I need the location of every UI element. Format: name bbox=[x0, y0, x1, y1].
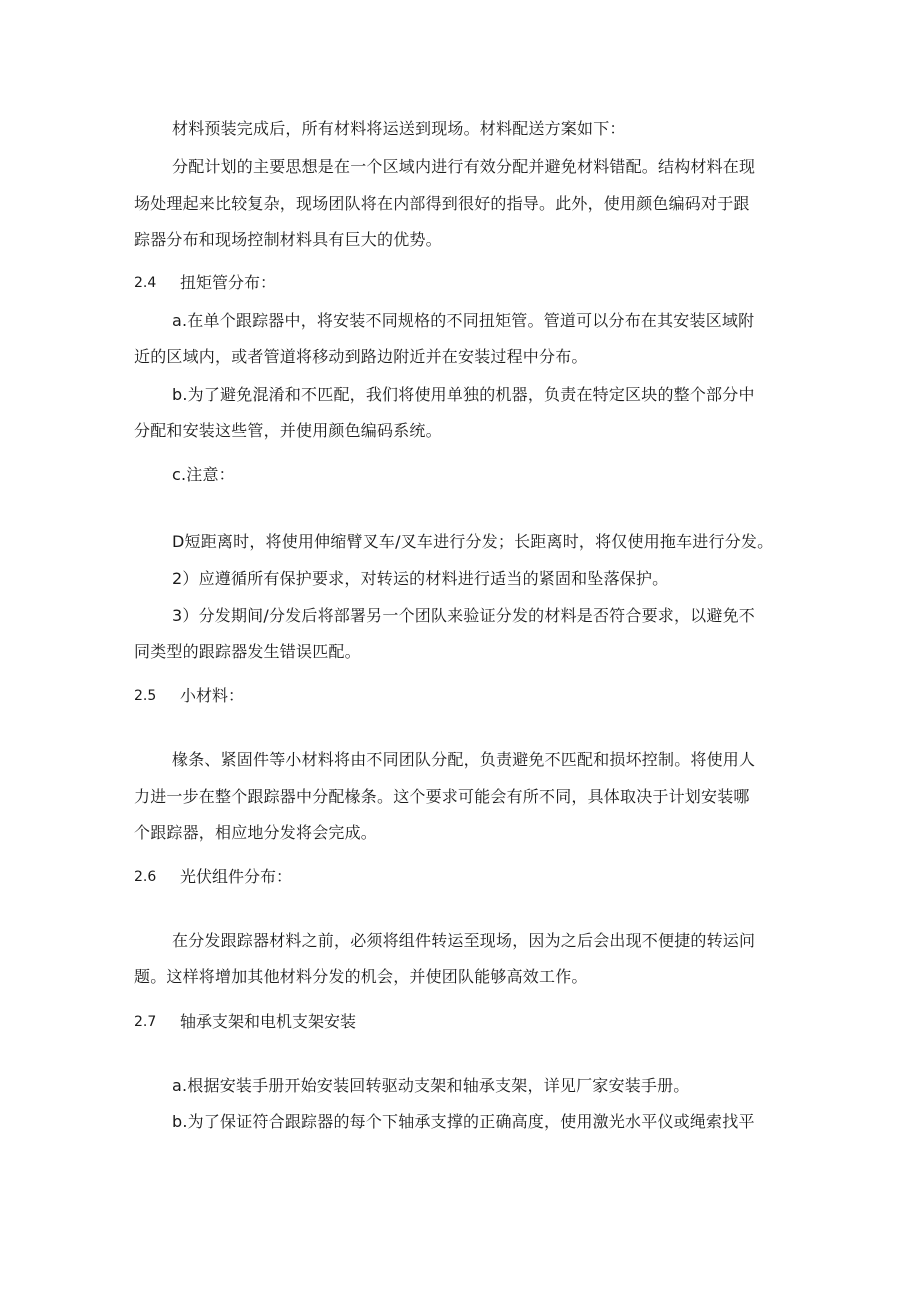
s26-para-line-1: 在分发跟踪器材料之前，必须将组件转运至现场，因为之后会出现不便捷的转运问 bbox=[172, 931, 756, 950]
s24-b-line-2: 分配和安装这些管，并使用颜色编码系统。 bbox=[134, 421, 442, 440]
section-2-7-number: 2.7 bbox=[134, 1014, 157, 1030]
section-2-5-number: 2.5 bbox=[134, 688, 157, 704]
s24-b-line-1: b.为了避免混淆和不匹配，我们将使用单独的机器，负责在特定区块的整个部分中 bbox=[172, 385, 755, 404]
intro-line-2: 分配计划的主要思想是在一个区域内进行有效分配并避免材料错配。结构材料在现 bbox=[172, 157, 756, 176]
s25-para-line-1: 椽条、紧固件等小材料将由不同团队分配，负责避免不匹配和损坏控制。将使用人 bbox=[172, 750, 756, 769]
section-2-7-title: 轴承支架和电机支架安装 bbox=[180, 1012, 357, 1031]
intro-line-1: 材料预装完成后，所有材料将运送到现场。材料配送方案如下： bbox=[172, 119, 626, 138]
section-2-4-title: 扭矩管分布： bbox=[180, 273, 277, 292]
s24-note-1: D短距离时，将使用伸缩臂叉车/叉车进行分发；长距离时，将仅使用拖车进行分发。 bbox=[172, 532, 774, 551]
s27-a-line: a.根据安装手册开始安装回转驱动支架和轴承支架，详见厂家安装手册。 bbox=[172, 1076, 690, 1095]
section-2-6-title: 光伏组件分布： bbox=[180, 867, 293, 886]
s24-a-line-1: a.在单个跟踪器中，将安装不同规格的不同扭矩管。管道可以分布在其安装区域附 bbox=[172, 311, 755, 330]
s24-note-3-line-1: 3）分发期间/分发后将部署另一个团队来验证分发的材料是否符合要求，以避免不 bbox=[172, 606, 755, 625]
s24-a-line-2: 近的区域内，或者管道将移动到路边附近并在安装过程中分布。 bbox=[134, 347, 588, 366]
section-2-4-number: 2.4 bbox=[134, 275, 157, 291]
s26-para-line-2: 题。这样将增加其他材料分发的机会，并使团队能够高效工作。 bbox=[134, 967, 588, 986]
intro-line-4: 踪器分布和现场控制材料具有巨大的优势。 bbox=[134, 230, 442, 249]
section-2-6-number: 2.6 bbox=[134, 869, 157, 885]
s24-note-3-line-2: 同类型的跟踪器发生错误匹配。 bbox=[134, 642, 361, 661]
section-2-5-title: 小材料： bbox=[180, 686, 245, 705]
s25-para-line-3: 个跟踪器，相应地分发将会完成。 bbox=[134, 823, 378, 842]
s25-para-line-2: 力进一步在整个跟踪器中分配椽条。这个要求可能会有所不同，具体取决于计划安装哪 bbox=[134, 787, 750, 806]
intro-line-3: 场处理起来比较复杂，现场团队将在内部得到很好的指导。此外，使用颜色编码对于跟 bbox=[134, 194, 750, 213]
s24-note-2: 2）应遵循所有保护要求，对转运的材料进行适当的紧固和坠落保护。 bbox=[172, 569, 669, 588]
s24-c-note: c.注意： bbox=[172, 465, 235, 484]
s27-b-line: b.为了保证符合跟踪器的每个下轴承支撑的正确高度，使用激光水平仪或绳索找平 bbox=[172, 1112, 755, 1131]
